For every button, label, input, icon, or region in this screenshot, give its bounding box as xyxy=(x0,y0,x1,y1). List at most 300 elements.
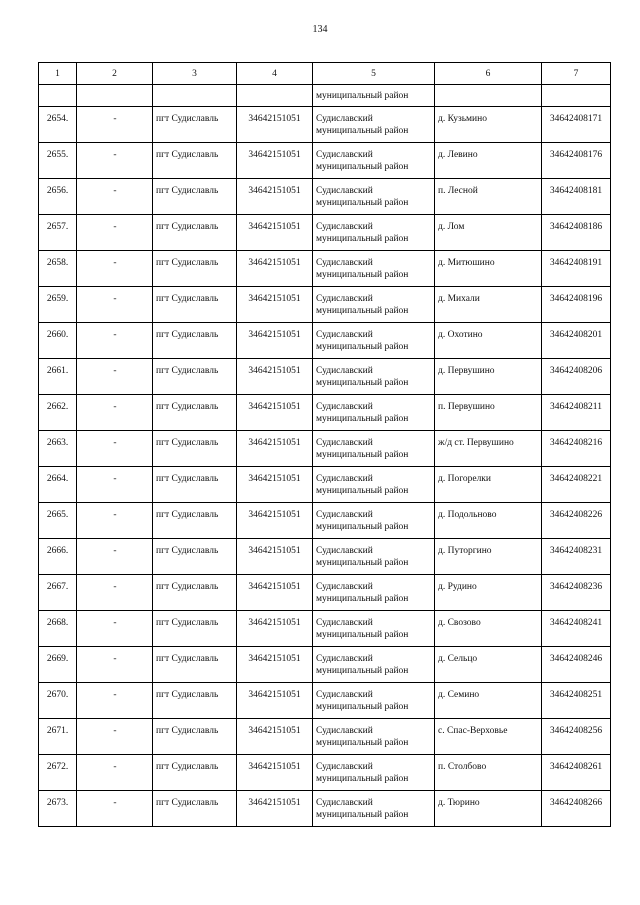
cell-content xyxy=(542,251,610,269)
cell-content xyxy=(237,575,312,593)
table-cell xyxy=(39,107,77,143)
cell-content xyxy=(542,395,610,413)
cell-text: Судиславский xyxy=(316,762,373,772)
table-cell xyxy=(237,467,313,503)
table-cell xyxy=(39,251,77,287)
table-cell xyxy=(153,215,237,251)
table-cell xyxy=(542,143,611,179)
cell-text: 2660. xyxy=(46,330,69,340)
cell-text: п. Столбово xyxy=(438,762,487,772)
cell-text: д. Рудино xyxy=(438,582,477,592)
cell-text: муниципальный район xyxy=(316,234,409,244)
cell-text: 34642408216 xyxy=(549,438,603,448)
table-cell xyxy=(153,395,237,431)
table-cell xyxy=(237,503,313,539)
table-row xyxy=(39,791,611,827)
table-row xyxy=(39,431,611,467)
cell-text: 34642151051 xyxy=(248,114,301,124)
table-row xyxy=(39,359,611,395)
cell-text: пгт Судиславль xyxy=(156,762,219,772)
table-row xyxy=(39,107,611,143)
cell-content xyxy=(435,251,541,269)
cell-content xyxy=(39,719,76,737)
table-cell xyxy=(153,683,237,719)
cell-content xyxy=(39,467,76,485)
table-cell xyxy=(153,359,237,395)
cell-content xyxy=(77,143,152,161)
table-cell xyxy=(39,503,77,539)
cell-text: - xyxy=(113,582,117,592)
cell-content xyxy=(237,719,312,737)
cell-text: муниципальный район xyxy=(316,702,409,712)
cell-text: 2667. xyxy=(46,582,69,592)
cell-content xyxy=(153,395,236,413)
table-cell xyxy=(313,323,435,359)
table-cell xyxy=(435,287,542,323)
table-cell xyxy=(77,287,153,323)
cell-content xyxy=(39,755,76,773)
table-cell xyxy=(237,287,313,323)
cell-text: 34642151051 xyxy=(248,546,301,556)
cell-content xyxy=(435,359,541,377)
cell-text: пгт Судиславль xyxy=(156,726,219,736)
table-cell xyxy=(313,683,435,719)
table-cell xyxy=(435,431,542,467)
table-cell xyxy=(77,85,153,107)
cell-text: - xyxy=(113,150,117,160)
table-cell xyxy=(435,143,542,179)
table-cell xyxy=(313,431,435,467)
cell-content xyxy=(313,503,434,533)
cell-content xyxy=(237,647,312,665)
cell-content xyxy=(77,503,152,521)
cell-content xyxy=(237,611,312,629)
table-cell xyxy=(313,287,435,323)
cell-text: 34642408236 xyxy=(549,582,603,592)
table-cell xyxy=(39,287,77,323)
cell-content xyxy=(313,539,434,569)
cell-text: Судиславский xyxy=(316,726,373,736)
table-cell xyxy=(77,467,153,503)
table-cell xyxy=(542,683,611,719)
cell-text: Судиславский xyxy=(316,582,373,592)
table-cell xyxy=(39,143,77,179)
cell-content xyxy=(237,179,312,197)
cell-content xyxy=(313,107,434,137)
table-row xyxy=(39,647,611,683)
cell-text: муниципальный район xyxy=(316,270,409,280)
cell-content xyxy=(77,215,152,233)
cell-text: 34642408231 xyxy=(549,546,603,556)
cell-content xyxy=(435,647,541,665)
cell-text: муниципальный район xyxy=(316,342,409,352)
table-cell xyxy=(77,503,153,539)
cell-text: 2663. xyxy=(46,438,69,448)
cell-text: 34642151051 xyxy=(248,402,301,412)
table-cell xyxy=(435,395,542,431)
cell-text: пгт Судиславль xyxy=(156,114,219,124)
cell-text: Судиславский xyxy=(316,438,373,448)
table-cell xyxy=(542,503,611,539)
cell-content xyxy=(77,539,152,557)
table-cell xyxy=(39,611,77,647)
cell-content xyxy=(313,719,434,749)
cell-text: муниципальный район xyxy=(316,450,409,460)
cell-content xyxy=(313,647,434,677)
cell-text: 34642408191 xyxy=(549,258,603,268)
table-cell xyxy=(237,611,313,647)
table-cell xyxy=(39,791,77,827)
table-row xyxy=(39,755,611,791)
cell-content xyxy=(435,323,541,341)
cell-content xyxy=(435,467,541,485)
cell-text: Судиславский xyxy=(316,294,373,304)
page-number: 134 xyxy=(312,24,328,35)
table-cell xyxy=(435,467,542,503)
table-row xyxy=(39,467,611,503)
table-cell xyxy=(542,287,611,323)
table-row xyxy=(39,251,611,287)
table-cell xyxy=(313,251,435,287)
cell-text: с. Спас-Верховье xyxy=(438,726,508,736)
cell-content xyxy=(237,467,312,485)
table-cell xyxy=(313,791,435,827)
cell-text: Судиславский xyxy=(316,366,373,376)
table-row xyxy=(39,395,611,431)
cell-content xyxy=(435,683,541,701)
cell-text: 2665. xyxy=(46,510,69,520)
table-cell xyxy=(77,791,153,827)
cell-content xyxy=(542,683,610,701)
column-header: 6 xyxy=(435,63,542,85)
table-cell xyxy=(435,85,542,107)
cell-text: 2673. xyxy=(46,798,69,808)
cell-content xyxy=(39,431,76,449)
cell-text: пгт Судиславль xyxy=(156,474,219,484)
cell-text: - xyxy=(113,798,117,808)
table-cell xyxy=(435,323,542,359)
cell-text: пгт Судиславль xyxy=(156,402,219,412)
cell-content xyxy=(77,395,152,413)
cell-text: 2672. xyxy=(46,762,69,772)
table-cell xyxy=(435,611,542,647)
cell-text: 2654. xyxy=(46,114,69,124)
cell-text: 34642151051 xyxy=(248,366,301,376)
cell-text: 34642408211 xyxy=(550,402,602,412)
table-cell xyxy=(77,431,153,467)
cell-content xyxy=(77,611,152,629)
cell-text: муниципальный район xyxy=(316,486,409,496)
cell-text: - xyxy=(113,402,117,412)
table-cell xyxy=(435,251,542,287)
table-cell xyxy=(237,683,313,719)
table-cell xyxy=(542,467,611,503)
table-cell xyxy=(39,647,77,683)
cell-content xyxy=(542,359,610,377)
cell-content xyxy=(77,179,152,197)
cell-content xyxy=(237,431,312,449)
cell-text: Судиславский xyxy=(316,510,373,520)
cell-content xyxy=(153,251,236,269)
cell-text: Судиславский xyxy=(316,690,373,700)
cell-text: д. Тюрино xyxy=(438,798,480,808)
table-cell xyxy=(77,323,153,359)
table-cell xyxy=(237,323,313,359)
cell-text: 34642151051 xyxy=(248,222,301,232)
cell-text: 34642408201 xyxy=(549,330,603,340)
cell-content xyxy=(153,431,236,449)
cell-content xyxy=(237,755,312,773)
table-cell xyxy=(77,719,153,755)
cell-content xyxy=(313,791,434,821)
cell-text: пгт Судиславль xyxy=(156,654,219,664)
cell-content xyxy=(313,611,434,641)
cell-text: п. Первушино xyxy=(438,402,495,412)
table-cell xyxy=(435,791,542,827)
cell-text: 2658. xyxy=(46,258,69,268)
table-cell xyxy=(542,395,611,431)
cell-content xyxy=(237,287,312,305)
cell-text: д. Погорелки xyxy=(438,474,492,484)
cell-text: 2661. xyxy=(46,366,69,376)
cell-text: 34642408196 xyxy=(549,294,603,304)
table-cell xyxy=(77,539,153,575)
cell-text: д. Подольново xyxy=(438,510,497,520)
cell-text: пгт Судиславль xyxy=(156,798,219,808)
cell-content xyxy=(542,143,610,161)
cell-content xyxy=(77,647,152,665)
cell-text: - xyxy=(113,726,117,736)
cell-text: д. Лом xyxy=(438,222,465,232)
cell-content xyxy=(77,683,152,701)
table-row xyxy=(39,575,611,611)
table-cell xyxy=(39,755,77,791)
cell-content xyxy=(435,431,541,449)
cell-content xyxy=(435,143,541,161)
table-cell xyxy=(313,85,435,107)
cell-content xyxy=(153,359,236,377)
cell-text: муниципальный район xyxy=(316,306,409,316)
cell-content xyxy=(39,359,76,377)
cell-content xyxy=(542,791,610,809)
table-cell xyxy=(542,719,611,755)
cell-content xyxy=(542,431,610,449)
table-cell xyxy=(39,683,77,719)
table-cell xyxy=(313,575,435,611)
table-row xyxy=(39,503,611,539)
table-cell xyxy=(77,143,153,179)
table-cell xyxy=(542,85,611,107)
cell-text: муниципальный район xyxy=(316,198,409,208)
column-header: 7 xyxy=(542,63,611,85)
cell-text: пгт Судиславль xyxy=(156,258,219,268)
cell-text: 34642408176 xyxy=(549,150,603,160)
cell-content xyxy=(313,215,434,245)
cell-text: Судиславский xyxy=(316,258,373,268)
table-cell xyxy=(153,575,237,611)
cell-content xyxy=(237,791,312,809)
cell-content xyxy=(153,791,236,809)
table-cell xyxy=(153,611,237,647)
cell-text: 34642408251 xyxy=(549,690,603,700)
cell-text: 34642151051 xyxy=(248,150,301,160)
cell-content xyxy=(542,719,610,737)
cell-content xyxy=(77,755,152,773)
cell-text: муниципальный район xyxy=(316,774,409,784)
cell-text: - xyxy=(113,222,117,232)
cell-content xyxy=(542,215,610,233)
table-cell xyxy=(542,791,611,827)
cell-text: д. Михали xyxy=(438,294,480,304)
cell-content xyxy=(542,575,610,593)
table-row xyxy=(39,143,611,179)
table-cell xyxy=(39,575,77,611)
table-cell xyxy=(313,719,435,755)
table-cell xyxy=(77,755,153,791)
cell-text: муниципальный район xyxy=(316,414,409,424)
cell-content xyxy=(39,179,76,197)
cell-content xyxy=(542,755,610,773)
table-cell xyxy=(542,539,611,575)
table-cell xyxy=(153,323,237,359)
cell-text: 34642151051 xyxy=(248,294,301,304)
cell-content xyxy=(39,107,76,125)
table-cell xyxy=(237,359,313,395)
cell-content xyxy=(542,503,610,521)
cell-content xyxy=(542,647,610,665)
cell-content xyxy=(313,683,434,713)
table-cell xyxy=(77,683,153,719)
cell-text: 34642151051 xyxy=(248,330,301,340)
cell-text: д. Сельцо xyxy=(438,654,478,664)
cell-text: - xyxy=(113,618,117,628)
cell-content xyxy=(153,575,236,593)
table-cell xyxy=(153,251,237,287)
table-cell xyxy=(313,395,435,431)
cell-text: Судиславский xyxy=(316,402,373,412)
cell-content xyxy=(542,611,610,629)
cell-text: 34642151051 xyxy=(248,618,301,628)
table-cell xyxy=(77,575,153,611)
cell-text: 34642408261 xyxy=(549,762,603,772)
cell-content xyxy=(39,683,76,701)
cell-content xyxy=(313,251,434,281)
cell-content xyxy=(153,179,236,197)
cell-text: - xyxy=(113,330,117,340)
table-cell xyxy=(435,683,542,719)
table-cell xyxy=(313,215,435,251)
cell-content xyxy=(77,323,152,341)
cell-text: 2659. xyxy=(46,294,69,304)
cell-content xyxy=(153,719,236,737)
cell-content xyxy=(153,215,236,233)
cell-text: 2668. xyxy=(46,618,69,628)
cell-content xyxy=(542,179,610,197)
table-cell xyxy=(542,431,611,467)
cell-content xyxy=(542,107,610,125)
cell-text: Судиславский xyxy=(316,150,373,160)
table-cell xyxy=(237,539,313,575)
cell-content xyxy=(237,503,312,521)
table-cell xyxy=(542,107,611,143)
cell-content xyxy=(435,611,541,629)
table-row xyxy=(39,611,611,647)
table-cell xyxy=(237,791,313,827)
table-cell xyxy=(153,647,237,683)
cell-text: д. Путоргино xyxy=(438,546,492,556)
cell-content xyxy=(39,539,76,557)
table-cell xyxy=(542,179,611,215)
table-cell xyxy=(153,179,237,215)
table-cell xyxy=(39,395,77,431)
table-cell xyxy=(237,647,313,683)
cell-text: Судиславский xyxy=(316,114,373,124)
cell-content xyxy=(153,755,236,773)
table-cell xyxy=(237,431,313,467)
cell-content xyxy=(77,251,152,269)
cell-text: д. Семино xyxy=(438,690,480,700)
cell-text: - xyxy=(113,474,117,484)
cell-text: - xyxy=(113,186,117,196)
cell-text: Судиславский xyxy=(316,186,373,196)
cell-text: 34642408226 xyxy=(549,510,603,520)
table-cell xyxy=(435,179,542,215)
cell-text: 34642408266 xyxy=(549,798,603,808)
cell-text: ж/д ст. Первушино xyxy=(438,438,514,448)
cell-content xyxy=(237,215,312,233)
cell-text: - xyxy=(113,690,117,700)
table-cell xyxy=(542,611,611,647)
cell-text: пгт Судиславль xyxy=(156,294,219,304)
table-cell xyxy=(542,323,611,359)
cell-text: - xyxy=(113,510,117,520)
column-header: 2 xyxy=(77,63,153,85)
table-cell xyxy=(435,503,542,539)
table-row xyxy=(39,539,611,575)
cell-text: муниципальный район xyxy=(316,594,409,604)
cell-text: муниципальный район xyxy=(316,378,409,388)
cell-content xyxy=(435,539,541,557)
cell-text: пгт Судиславль xyxy=(156,330,219,340)
column-header: 1 xyxy=(39,63,77,85)
cell-content xyxy=(39,611,76,629)
table-cell xyxy=(313,179,435,215)
table-cell xyxy=(39,539,77,575)
cell-content xyxy=(435,503,541,521)
table-cell xyxy=(153,85,237,107)
cell-content xyxy=(39,791,76,809)
cell-text: пгт Судиславль xyxy=(156,150,219,160)
cell-text: 2655. xyxy=(46,150,69,160)
table-cell xyxy=(153,467,237,503)
cell-text: муниципальный район xyxy=(316,558,409,568)
header-row xyxy=(39,63,611,85)
cell-content xyxy=(435,755,541,773)
cell-text: - xyxy=(113,438,117,448)
cell-text: д. Охотино xyxy=(438,330,483,340)
cell-text: д. Первушино xyxy=(438,366,495,376)
cell-content xyxy=(77,431,152,449)
table-cell xyxy=(77,251,153,287)
cell-text: 34642151051 xyxy=(248,474,301,484)
cell-content xyxy=(435,287,541,305)
cell-content xyxy=(153,611,236,629)
registry-table xyxy=(38,62,611,827)
table-cell xyxy=(313,107,435,143)
cell-content xyxy=(77,575,152,593)
table-cell xyxy=(542,755,611,791)
cell-text: пгт Судиславль xyxy=(156,582,219,592)
